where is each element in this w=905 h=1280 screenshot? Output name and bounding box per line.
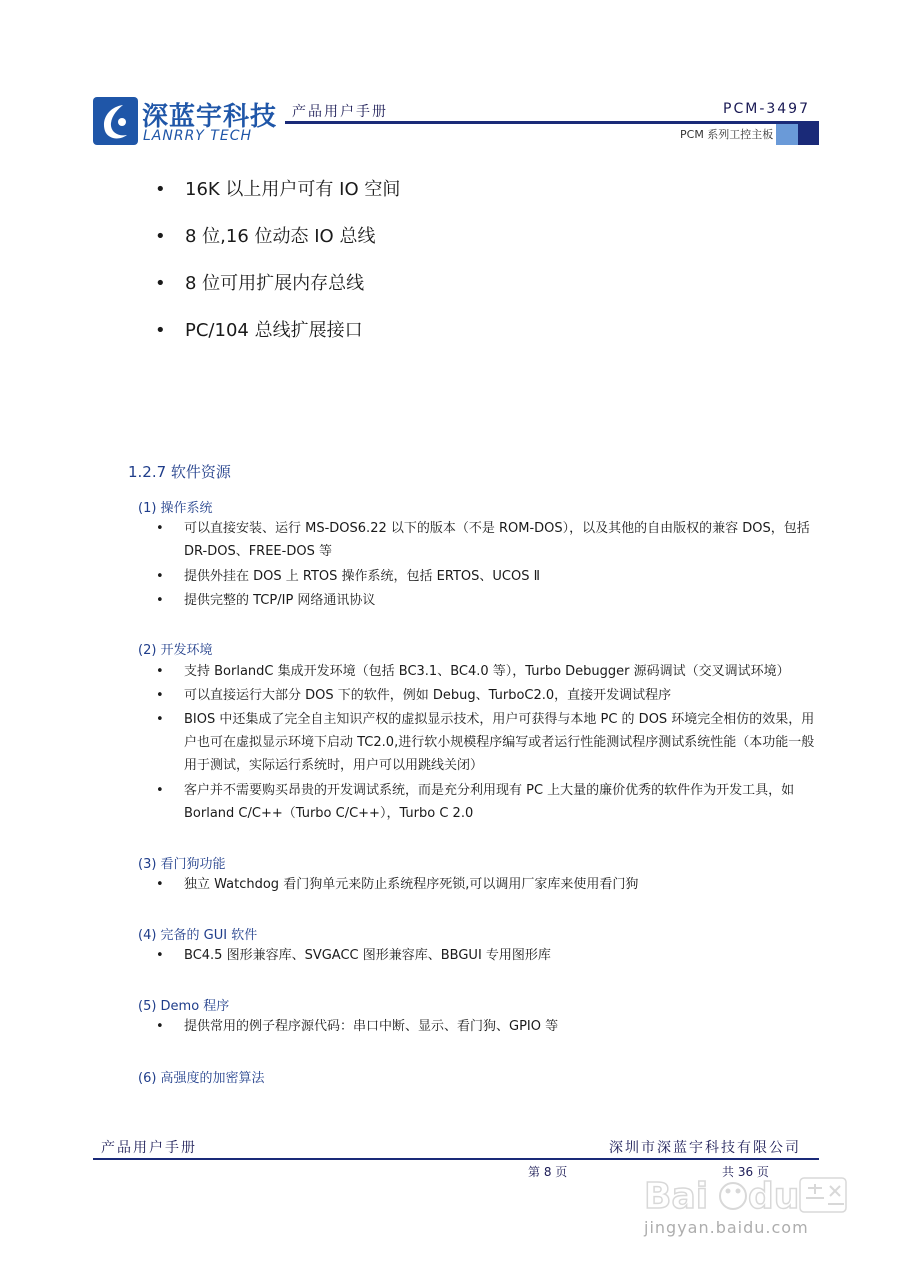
feature-item: • 8 位,16 位动态 IO 总线: [155, 226, 376, 247]
watermark-url: jingyan.baidu.com: [644, 1218, 809, 1237]
list-item: • 支持 BorlandC 集成开发环境（包括 BC3.1、BC4.0 等），Turbo Debugger 源码调试（交叉调试环境）: [156, 664, 790, 679]
header-model-number: PCM-3497: [723, 101, 810, 117]
header-accent-block-light: [776, 124, 798, 145]
baidu-jingyan-watermark-icon: [640, 1170, 860, 1250]
list-item: • 独立 Watchdog 看门狗单元来防止系统程序死锁,可以调用厂家库来使用看门狗: [156, 877, 639, 892]
subsection-title: (5) Demo 程序: [138, 999, 230, 1014]
lanrry-logo-icon: [93, 97, 138, 145]
list-item: • 客户并不需要购买昂贵的开发调试系统，而是充分利用现有 PC 上大量的廉价优秀的软件作为开发工具，如 Borland C/C++（Turbo C/C++），Turbo C 2.0: [156, 783, 795, 821]
list-item: • 可以直接运行大部分 DOS 下的软件，例如 Debug、TurboC2.0，直接开发调试程序: [156, 688, 672, 703]
list-item: • 提供完整的 TCP/IP 网络通讯协议: [156, 593, 376, 608]
list-item: • 可以直接安装、运行 MS-DOS6.22 以下的版本（不是 ROM-DOS），以及其他的自由版权的兼容 DOS，包括 DR-DOS、FREE-DOS 等: [156, 521, 810, 559]
logo-chinese-name: 深蓝宇科技: [142, 102, 278, 132]
header-subtitle: PCM 系列工控主板: [680, 128, 774, 141]
footer-company-name: 深圳市深蓝宇科技有限公司: [609, 1140, 801, 1156]
subsection-title: (3) 看门狗功能: [138, 857, 226, 872]
section-heading: 1.2.7 软件资源: [128, 463, 231, 481]
footer-divider: [93, 1158, 819, 1160]
subsection-title: (2) 开发环境: [138, 643, 213, 658]
subsection-title: (4) 完备的 GUI 软件: [138, 928, 258, 943]
footer-page-total: 共 36 页: [722, 1165, 769, 1179]
feature-item: • 8 位可用扩展内存总线: [155, 273, 365, 294]
feature-item: • PC/104 总线扩展接口: [155, 320, 363, 341]
header-divider: [285, 121, 819, 124]
list-item: • 提供外挂在 DOS 上 RTOS 操作系统，包括 ERTOS、UCOS Ⅱ: [156, 569, 541, 584]
svg-text:Bai: Bai: [644, 1176, 709, 1217]
feature-item: • 16K 以上用户可有 IO 空间: [155, 179, 401, 200]
svg-text:du: du: [748, 1176, 800, 1217]
subsection-title: (6) 高强度的加密算法: [138, 1071, 265, 1086]
subsection-title: (1) 操作系统: [138, 501, 213, 516]
footer-page-number: 第 8 页: [528, 1165, 568, 1179]
list-item: • 提供常用的例子程序源代码：串口中断、显示、看门狗、GPIO 等: [156, 1019, 559, 1034]
list-item: • BC4.5 图形兼容库、SVGACC 图形兼容库、BBGUI 专用图形库: [156, 948, 551, 963]
list-item: • BIOS 中还集成了完全自主知识产权的虚拟显示技术，用户可获得与本地 PC 的 DOS 环境完全相仿的效果，用户也可在虚拟显示环境下启动 TC2.0,进行软小规模程序编写或者运行性能测试程序测试系统性能（本功能一般用于测试，实际运行系统时，用户可以用跳线关闭）: [156, 712, 815, 773]
logo-english-name: LANRRY TECH: [143, 128, 253, 144]
header-doc-title: 产品用户手册: [292, 104, 388, 120]
footer-doc-title: 产品用户手册: [101, 1140, 197, 1156]
header-accent-block-dark: [798, 124, 819, 145]
